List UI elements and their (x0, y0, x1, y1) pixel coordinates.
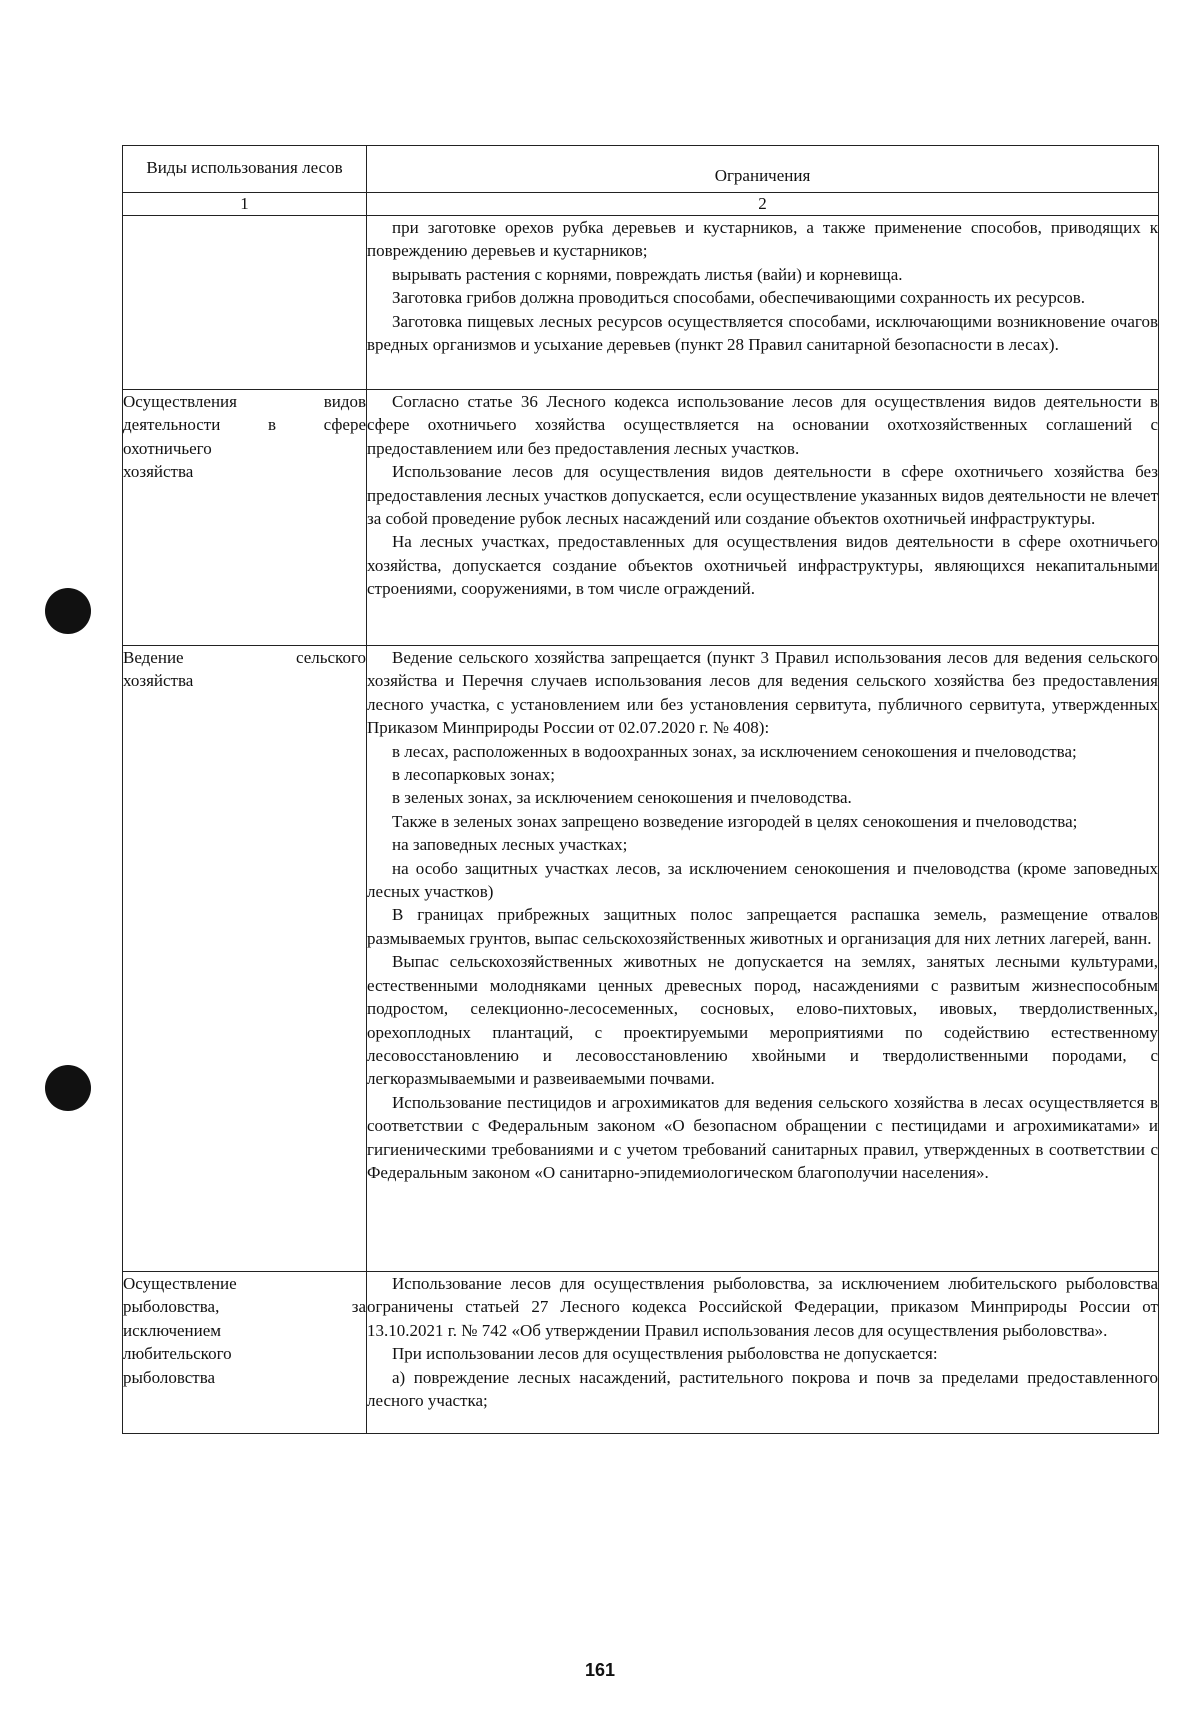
restriction-paragraph: на особо защитных участках лесов, за исключением сенокошения и пчеловодства (кроме заповедных лесных участков) (367, 858, 1158, 902)
table-row (123, 390, 1159, 646)
restrictions-table (122, 145, 1159, 1434)
restriction-paragraph: Также в зеленых зонах запрещено возведение изгородей в целях сенокошения и пчеловодства; (392, 811, 1078, 831)
column-number-2: 2 (367, 193, 1159, 216)
restrictions-cell (367, 390, 1159, 646)
restriction-paragraph: на заповедных лесных участках; (392, 835, 628, 855)
page-number: 161 (584, 1660, 616, 1680)
restriction-paragraph: Заготовка грибов должна проводиться способами, обеспечивающими сохранность их ресурсов. (392, 288, 1086, 308)
restriction-paragraph: в лесопарковых зонах; (392, 765, 555, 785)
table-row (123, 646, 1159, 1272)
header-restrictions: Ограничения (367, 146, 1159, 193)
table-header-row (123, 146, 1159, 193)
forest-use-type-line: хозяйства (123, 462, 194, 482)
punch-hole-bottom (45, 1065, 91, 1111)
restriction-paragraph: При использовании лесов для осуществления рыболовства не допускается: (392, 1344, 938, 1364)
restriction-paragraph: Выпас сельскохозяйственных животных не допускается на землях, занятых лесными культурами, естественными молодняками ценных древесных пород, насаждениями с развитым жизнеспособным подростом, селекционно-лесосеменных, сосновых, елово-пихтовых, ивовых, твердолиственных, орехоплодных плантаций, с проектируемыми мероприятиями по содействию естественному лесовосстановлению и лесовосстановлению хвойными и твердолиственными породами, с легкоразмываемыми и развеиваемыми почвами. (367, 952, 1158, 1089)
forest-use-type-line: Осуществления видов (123, 392, 366, 411)
restriction-paragraph: Ведение сельского хозяйства запрещается (пункт 3 Правил использования лесов для ведения сельского хозяйства и Перечня случаев использования лесов для ведения сельского хозяйства без предоставления лесного участка, с установлением или без установления сервитута, публичного сервитута, утвержденных Приказом Минприроды России от 02.07.2020 г. № 408): (367, 648, 1158, 738)
punch-hole-top (45, 588, 91, 634)
column-number-row (123, 193, 1159, 216)
restrictions-cell (367, 216, 1159, 390)
restriction-paragraph: в лесах, расположенных в водоохранных зонах, за исключением сенокошения и пчеловодства; (392, 741, 1077, 761)
restriction-paragraph: а) повреждение лесных насаждений, растительного покрова и почв за пределами предоставленного лесного участка; (367, 1367, 1158, 1411)
forest-use-type-line: рыболовства (123, 1367, 216, 1387)
restrictions-cell (367, 1272, 1159, 1434)
forest-use-type-cell (123, 216, 367, 390)
restriction-paragraph: в зеленых зонах, за исключением сенокошения и пчеловодства. (392, 788, 852, 808)
restriction-paragraph: Использование пестицидов и агрохимикатов для ведения сельского хозяйства в лесах осуществляется в соответствии с Федеральным законом «О безопасном обращении с пестицидами и агрохимикатами» и гигиеническими требованиями и с учетом требований санитарных правил, утвержденных в соответствии с Федеральным законом «О санитарно-эпидемиологическом благополучии населения». (367, 1092, 1158, 1182)
restriction-paragraph: Согласно статье 36 Лесного кодекса использование лесов для осуществления видов деятельности в сфере охотничьего хозяйства осуществляется на основании охотхозяйственных соглашений с предоставлением или без предоставления лесных участков. (367, 392, 1158, 458)
restriction-paragraph: Использование лесов для осуществления видов деятельности в сфере охотничьего хозяйства без предоставления лесных участков допускается, если осуществление указанных видов деятельности не влечет за собой проведение рубок лесных насаждений или создание объектов охотничьей инфраструктуры. (367, 462, 1158, 529)
forest-use-type-line: Ведение сельского (123, 648, 366, 667)
forest-use-type-line: охотничьего (123, 438, 212, 458)
restriction-paragraph: На лесных участках, предоставленных для осуществления видов деятельности в сфере охотничьего хозяйства, допускается создание объектов охотничьей инфраструктуры, являющихся некапитальными строениями, сооружениями, в том числе ограждений. (367, 532, 1158, 599)
column-number-1: 1 (123, 193, 367, 216)
table-row (123, 1272, 1159, 1434)
restriction-paragraph: при заготовке орехов рубка деревьев и кустарников, а также применение способов, приводящих к повреждению деревьев и кустарников; (367, 218, 1158, 261)
forest-use-type-cell (123, 1272, 367, 1434)
forest-use-type-cell (123, 390, 367, 646)
forest-use-type-cell (123, 646, 367, 1272)
forest-use-type-line: Осуществление (123, 1274, 237, 1293)
forest-use-type-line: хозяйства (123, 671, 194, 691)
restriction-paragraph: Заготовка пищевых лесных ресурсов осуществляется способами, исключающими возникновение очагов вредных организмов и усыхание деревьев (пункт 28 Правил санитарной безопасности в лесах). (367, 311, 1158, 355)
restriction-paragraph: вырывать растения с корнями, повреждать листья (вайи) и корневища. (392, 264, 903, 284)
table-row (123, 216, 1159, 390)
restrictions-cell (367, 646, 1159, 1272)
forest-use-type-line: любительского (123, 1344, 232, 1364)
header-forest-use-types: Виды использования лесов (123, 146, 367, 193)
restriction-paragraph: Использование лесов для осуществления рыболовства, за исключением любительского рыболовства ограничены статьей 27 Лесного кодекса Российской Федерации, приказом Минприроды России от 13.10.2021 г. № 742 «Об утверждении Правил использования лесов для осуществления рыболовства». (367, 1274, 1158, 1340)
forest-use-type-line: деятельности в сфере (123, 415, 366, 435)
forest-use-type-line: рыболовства, за (123, 1297, 366, 1317)
forest-use-type-line: исключением (123, 1320, 222, 1340)
restriction-paragraph: В границах прибрежных защитных полос запрещается распашка земель, размещение отвалов размываемых грунтов, выпас сельскохозяйственных животных и организация для них летних лагерей, ванн. (367, 905, 1158, 948)
